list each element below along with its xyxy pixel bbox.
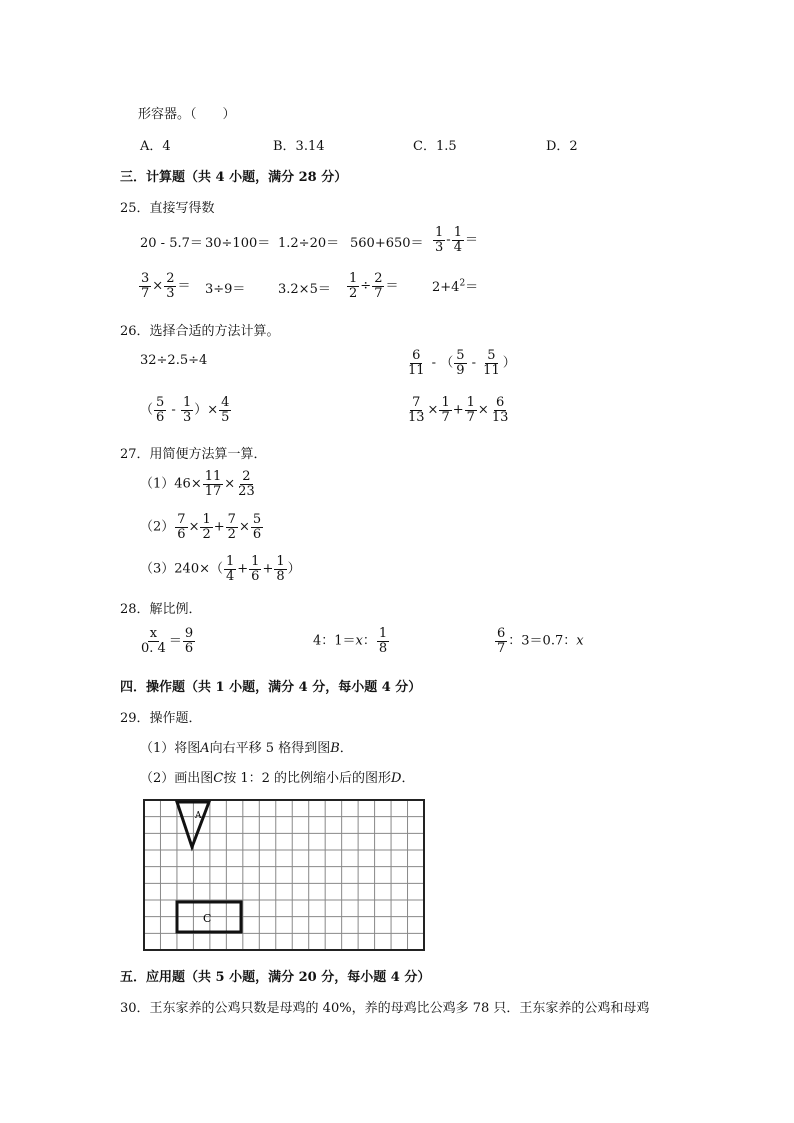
q25-e4: 560+650＝ (350, 236, 424, 251)
q28-b: 4：1＝x： $\frac{1}{8}$ (313, 626, 388, 656)
shape-a-label: A (195, 811, 202, 821)
q25-e2: 30÷100＝ (205, 236, 271, 251)
grid-border (144, 800, 424, 950)
q26-p4: $\frac{7}{13}$ × $\frac{1}{7}$ + $\frac{1}{7}$ × $\frac{6}{13}$ (408, 395, 509, 425)
q25-e5: $\frac{1}{3}$ - $\frac{1}{4}$ ＝ (435, 225, 478, 255)
q29-title: 29．操作题． (120, 711, 202, 726)
q25-e6: $\frac{3}{7}$ × $\frac{2}{3}$ ＝ (141, 271, 191, 301)
q30-text: 30．王东家养的公鸡只数是母鸡的 40%，养的母鸡比公鸡多 78 只．王东家养的公鸡和母鸡 (120, 1001, 650, 1016)
q24-option-c: C．1.5 (413, 139, 457, 154)
q24-tail: 形容器。（ ） (138, 107, 236, 122)
grid-lines (144, 800, 424, 950)
q24-option-a: A．4 (140, 139, 171, 154)
q26-p2: $\frac{6}{11}$ - （ $\frac{5}{9}$ - $\frac{5}{11}$ ） (408, 348, 516, 378)
q25-e3: 1.2÷20＝ (278, 236, 340, 251)
q25-e10: $2+4^2=$ (432, 278, 479, 295)
q27-line3: （3）240×（ $\frac{1}{4}$ + $\frac{1}{6}$ + $\frac{1}{8}$ ） (140, 554, 301, 584)
section3-heading: 三．计算题（共 4 小题，满分 28 分） (120, 170, 348, 185)
q27-line2: （2） $\frac{7}{6}$ × $\frac{1}{2}$ + $\frac{7}{2}$ × $\frac{5}{6}$ (140, 512, 262, 542)
q28-title: 28．解比例． (120, 602, 202, 617)
shape-c-label: C (203, 912, 212, 925)
q24-option-b: B．3.14 (273, 139, 325, 154)
q29-line2: （2）画出图C按 1：2 的比例缩小后的图形D． (140, 771, 415, 786)
q25-e9: $\frac{1}{2}$ ÷ $\frac{2}{7}$ ＝ (349, 271, 399, 301)
section4-heading: 四．操作题（共 1 小题，满分 4 分，每小题 4 分） (120, 680, 422, 695)
q25-e7: 3÷9＝ (205, 282, 246, 297)
q25-e1: 20 - 5.7＝ (140, 236, 203, 251)
q29-line1: （1）将图A向右平移 5 格得到图B． (140, 741, 353, 756)
q27-title: 27．用简便方法算一算． (120, 447, 267, 462)
q28-a: $\frac{x}{0. 4}$ ＝ $\frac{9}{6}$ (141, 626, 194, 656)
q26-p3: （ $\frac{5}{6}$ - $\frac{1}{3}$ ）× $\frac{4}{5}$ (140, 395, 230, 425)
q28-c: $\frac{6}{7}$ ：3＝0.7：x (497, 626, 584, 656)
section5-heading: 五．应用题（共 5 小题，满分 20 分，每小题 4 分） (120, 970, 431, 985)
q27-line1: （1）46× $\frac{11}{17}$ × $\frac{2}{23}$ (140, 469, 255, 499)
q29-grid-figure (143, 799, 425, 951)
q25-e8: 3.2×5＝ (278, 282, 331, 297)
q24-option-d: D．2 (546, 139, 578, 154)
q25-title: 25．直接写得数 (120, 201, 215, 216)
q26-p1: 32÷2.5÷4 (140, 353, 208, 368)
q26-title: 26．选择合适的方法计算。 (120, 324, 280, 339)
